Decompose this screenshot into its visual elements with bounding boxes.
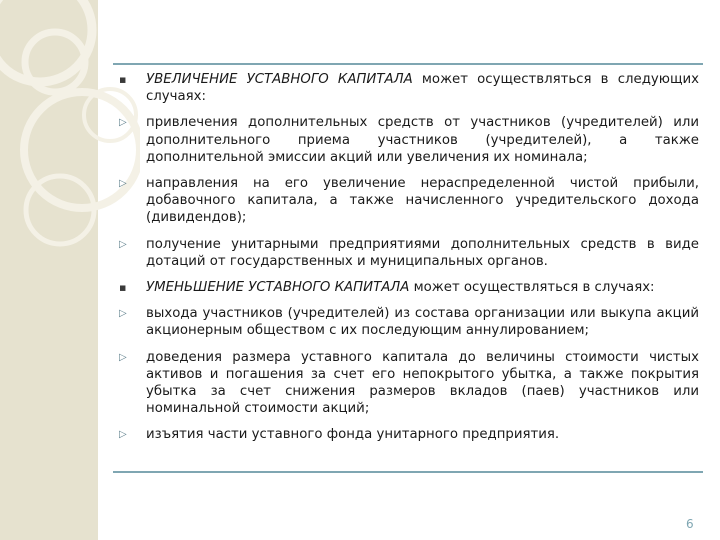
item-heading: УМЕНЬШЕНИЕ УСТАВНОГО КАПИТАЛА: [146, 280, 410, 296]
arrow-bullet-icon: ▷: [119, 178, 127, 190]
square-bullet-icon: ▪: [119, 73, 127, 86]
arrow-bullet-icon: ▷: [119, 117, 127, 129]
list-item: [113, 175, 699, 227]
square-bullet-icon: ▪: [119, 281, 127, 295]
list-item: [113, 349, 699, 418]
item-heading: УВЕЛИЧЕНИЕ УСТАВНОГО КАПИТАЛА: [146, 72, 413, 87]
page-number: 6: [686, 517, 694, 531]
item-text: выхода участников (учредителей) из состава организации или выкупа акций акционерным обществом с их последующим аннулированием;: [146, 306, 699, 339]
list-item: [113, 71, 699, 105]
list-item: [113, 305, 699, 339]
item-text: привлечения дополнительных средств от участников (учредителей) или дополнительного приема участников (учредителей), а также дополнительной эмиссии акций или увеличения их номинала;: [146, 115, 699, 165]
item-text: получение унитарными предприятиями дополнительных средств в виде дотаций от государственных и муниципальных органов.: [146, 236, 699, 269]
item-text: может осуществляться в следующих случаях:: [146, 72, 699, 105]
arrow-bullet-icon: ▷: [119, 351, 127, 363]
bullet-list: [113, 71, 699, 453]
item-text: изъятия части уставного фонда унитарного предприятия.: [146, 427, 560, 443]
list-item: [113, 426, 699, 443]
arrow-bullet-icon: ▷: [119, 308, 127, 320]
arrow-bullet-icon: ▷: [119, 238, 127, 250]
item-text: доведения размера уставного капитала до величины стоимости чистых активов и погашения за счет его непокрытого убытка, а также покрытия убытка за счет снижения размеров вкладов (паев) участников или номинальной стоимости акций;: [146, 349, 699, 417]
arrow-bullet-icon: ▷: [119, 429, 127, 441]
content-box: [113, 63, 703, 473]
item-text: может осуществляться в случаях:: [409, 280, 655, 296]
list-item: [113, 114, 699, 166]
list-item: [113, 279, 699, 296]
item-text: направления на его увеличение нераспределенной чистой прибыли, добавочного капитала, а также начисленного учредительского дохода (дивидендов);: [146, 176, 699, 226]
list-item: [113, 236, 699, 270]
